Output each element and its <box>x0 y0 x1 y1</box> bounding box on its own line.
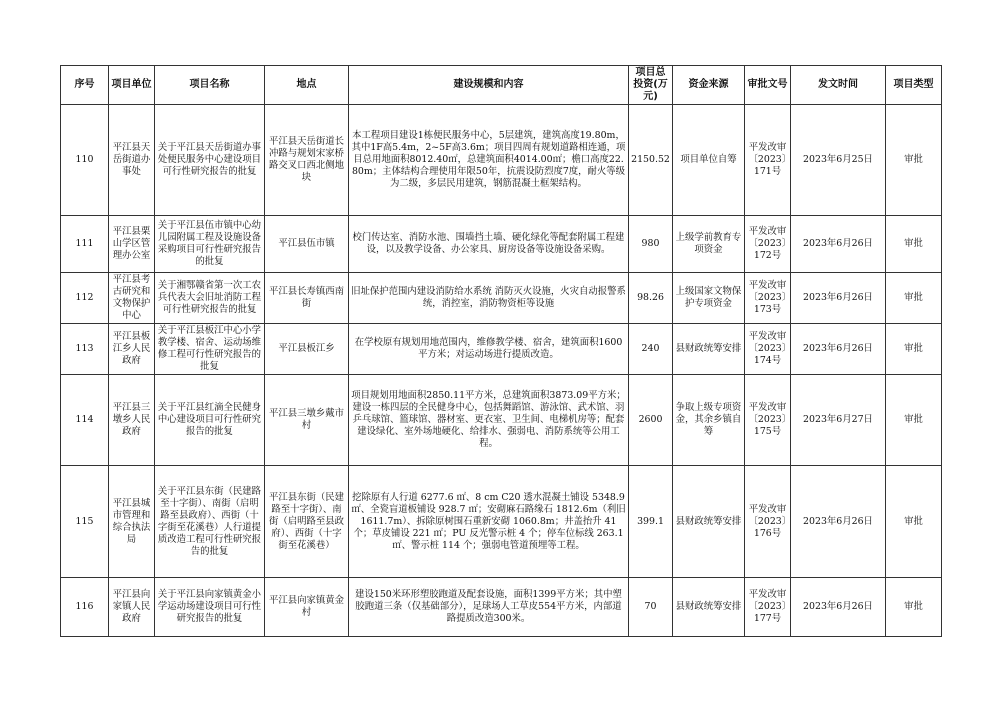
cell-approval: 平发改审〔2023〕175号 <box>745 375 791 466</box>
header-type: 项目类型 <box>886 66 942 105</box>
cell-investment: 980 <box>629 216 673 273</box>
cell-date: 2023年6月26日 <box>791 273 886 324</box>
cell-type: 审批 <box>886 578 942 637</box>
cell-content: 挖除原有人行道 6277.6 ㎡、8 cm C20 透水混凝土铺设 5348.9㎡、全瓷盲道板铺设 928.7 ㎡；安砌麻石路缘石 1812.6m（利旧 1611.7m）、拆除原树围石重新安砌 1060.8m；井盖抬升 41 个；草皮铺设 221 ㎡；PU 反光警示桩 4 个；停车位标线 263.1 ㎡、警示桩 114 个；强弱电管道预埋等工程。 <box>349 466 629 578</box>
cell-approval: 平发改审〔2023〕176号 <box>745 466 791 578</box>
table-row <box>61 578 942 637</box>
cell-content: 项目规划用地面积2850.11平方米，总建筑面积3873.09平方米；建设一栋四层的全民健身中心，包括舞蹈馆、游泳馆、武术馆、羽乒乓球馆、篮球馆、器材室、更衣室、卫生间、电梯机房等；配套建设绿化、室外场地硬化、给排水、强弱电、消防系统等公用工程。 <box>349 375 629 466</box>
cell-no: 113 <box>61 324 109 375</box>
cell-funding: 上级国家文物保护专项资金 <box>673 273 745 324</box>
cell-location: 平江县向家镇黄金村 <box>265 578 349 637</box>
table-row <box>61 216 942 273</box>
cell-name: 关于平江县东街（民建路至十字街）、南街（启明路至县政府）、西街（十字街至花溪巷）人行道提质改造工程可行性研究报告的批复 <box>155 466 265 578</box>
cell-location: 平江县伍市镇 <box>265 216 349 273</box>
cell-name: 关于湘鄂赣省第一次工农兵代表大会旧址消防工程可行性研究报告的批复 <box>155 273 265 324</box>
cell-funding: 争取上级专项资金，其余乡镇自筹 <box>673 375 745 466</box>
cell-approval: 平发改审〔2023〕171号 <box>745 105 791 216</box>
table-row <box>61 466 942 578</box>
cell-name: 关于平江县板江中心小学教学楼、宿舍、运动场维修工程可行性研究报告的批复 <box>155 324 265 375</box>
cell-type: 审批 <box>886 273 942 324</box>
cell-content: 校门传达室、消防水池、围墙挡土墙、硬化绿化等配套附属工程建设，以及教学设备、办公家具、厨房设备等设施设备采购。 <box>349 216 629 273</box>
cell-investment: 2600 <box>629 375 673 466</box>
cell-name: 关于平江县向家镇黄金小学运动场建设项目可行性研究报告的批复 <box>155 578 265 637</box>
cell-name: 关于平江县红滴全民健身中心建设项目可行性研究报告的批复 <box>155 375 265 466</box>
header-content: 建设规模和内容 <box>349 66 629 105</box>
cell-location: 平江县三墩乡戴市村 <box>265 375 349 466</box>
cell-date: 2023年6月26日 <box>791 466 886 578</box>
cell-content: 在学校原有规划用地范围内，维修教学楼、宿舍，建筑面积1600平方米；对运动场进行提质改造。 <box>349 324 629 375</box>
header-date: 发文时间 <box>791 66 886 105</box>
cell-unit: 平江县板江乡人民政府 <box>109 324 155 375</box>
header-unit: 项目单位 <box>109 66 155 105</box>
cell-no: 115 <box>61 466 109 578</box>
header-location: 地点 <box>265 66 349 105</box>
cell-unit: 平江县栗山学区管理办公室 <box>109 216 155 273</box>
cell-approval: 平发改审〔2023〕172号 <box>745 216 791 273</box>
cell-unit: 平江县考古研究和文物保护中心 <box>109 273 155 324</box>
header-approval: 审批文号 <box>745 66 791 105</box>
cell-no: 111 <box>61 216 109 273</box>
cell-unit: 平江县三墩乡人民政府 <box>109 375 155 466</box>
cell-investment: 98.26 <box>629 273 673 324</box>
cell-content: 本工程项目建设1栋便民服务中心，5层建筑，建筑高度19.80m，其中1F高5.4m，2~5F高3.6m；项目四周有规划道路相连通，项目总用地面积8012.40㎡，总建筑面积4014.00㎡；檐口高度22.80m；主体结构合理使用年限50年，抗震设防烈度7度，耐火等级为二级，多层民用建筑，钢筋混凝土框架结构。 <box>349 105 629 216</box>
cell-unit: 平江县城市管理和综合执法局 <box>109 466 155 578</box>
cell-no: 112 <box>61 273 109 324</box>
cell-funding: 上级学前教育专项资金 <box>673 216 745 273</box>
cell-location: 平江县板江乡 <box>265 324 349 375</box>
cell-investment: 2150.52 <box>629 105 673 216</box>
cell-type: 审批 <box>886 466 942 578</box>
cell-unit: 平江县向家镇人民政府 <box>109 578 155 637</box>
cell-approval: 平发改审〔2023〕177号 <box>745 578 791 637</box>
table-row <box>61 375 942 466</box>
cell-approval: 平发改审〔2023〕173号 <box>745 273 791 324</box>
cell-funding: 县财政统筹安排 <box>673 578 745 637</box>
cell-type: 审批 <box>886 105 942 216</box>
header-name: 项目名称 <box>155 66 265 105</box>
header-funding: 资金来源 <box>673 66 745 105</box>
cell-investment: 240 <box>629 324 673 375</box>
cell-type: 审批 <box>886 216 942 273</box>
cell-name: 关于平江县天岳街道办事处便民服务中心建设项目可行性研究报告的批复 <box>155 105 265 216</box>
cell-date: 2023年6月26日 <box>791 578 886 637</box>
cell-location: 平江县天岳街道长冲路与规划宋家桥路交叉口西北侧地块 <box>265 105 349 216</box>
table-header-row <box>61 66 942 105</box>
table-row <box>61 273 942 324</box>
cell-unit: 平江县天岳街道办事处 <box>109 105 155 216</box>
cell-date: 2023年6月25日 <box>791 105 886 216</box>
cell-investment: 399.1 <box>629 466 673 578</box>
cell-funding: 县财政统筹安排 <box>673 324 745 375</box>
cell-type: 审批 <box>886 375 942 466</box>
cell-type: 审批 <box>886 324 942 375</box>
cell-date: 2023年6月27日 <box>791 375 886 466</box>
cell-content: 建设150米环形塑胶跑道及配套设施，面积1399平方米；其中塑胶跑道三条（仅基础部分），足球场人工草皮554平方米，内部道路提质改造300米。 <box>349 578 629 637</box>
cell-date: 2023年6月26日 <box>791 216 886 273</box>
table-row <box>61 105 942 216</box>
projects-table <box>60 65 942 637</box>
cell-content: 旧址保护范围内建设消防给水系统 消防灭火设施，火灾自动报警系统，消控室，消防物资柜等设施 <box>349 273 629 324</box>
cell-date: 2023年6月26日 <box>791 324 886 375</box>
cell-approval: 平发改审〔2023〕174号 <box>745 324 791 375</box>
cell-funding: 县财政统筹安排 <box>673 466 745 578</box>
cell-location: 平江县长寿镇西南街 <box>265 273 349 324</box>
cell-no: 110 <box>61 105 109 216</box>
cell-funding: 项目单位自筹 <box>673 105 745 216</box>
cell-investment: 70 <box>629 578 673 637</box>
cell-name: 关于平江县伍市镇中心幼儿园附属工程及设施设备采购项目可行性研究报告的批复 <box>155 216 265 273</box>
header-investment: 项目总投资(万元) <box>629 66 673 105</box>
header-no: 序号 <box>61 66 109 105</box>
cell-no: 116 <box>61 578 109 637</box>
table-row <box>61 324 942 375</box>
cell-location: 平江县东街（民建路至十字街）、南街（启明路至县政府）、西街（十字街至花溪巷） <box>265 466 349 578</box>
cell-no: 114 <box>61 375 109 466</box>
